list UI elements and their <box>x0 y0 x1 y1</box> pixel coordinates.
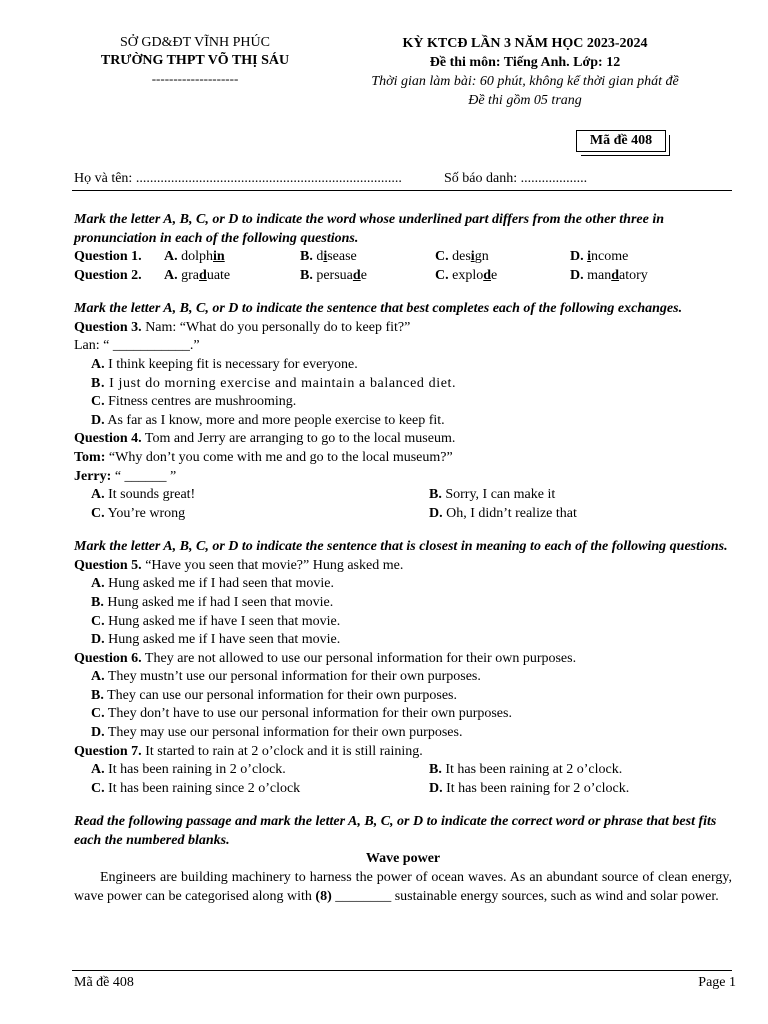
question-3 <box>74 319 732 338</box>
question-4-option-a[interactable]: A. It sounds great! <box>91 487 196 503</box>
question-5-option-c[interactable]: C. Hung asked me if have I seen that movie. <box>91 613 341 629</box>
question-3-option-c[interactable]: C. Fitness centres are mushrooming. <box>91 394 297 410</box>
question-7-options-row-2 <box>74 780 732 799</box>
question-1-label: Question 1. <box>74 249 142 265</box>
question-1 <box>74 248 732 267</box>
exam-content <box>74 211 732 906</box>
question-3-label: Question 3. <box>74 319 142 335</box>
question-5-option-b[interactable]: B. Hung asked me if had I seen that movie. <box>91 594 334 610</box>
question-4-options-row-1 <box>74 486 732 505</box>
question-2-option-c[interactable]: C. explode <box>435 268 498 284</box>
section1-instruction: Mark the letter A, B, C, or D to indicate the word whose underlined part differs from the other three in pronunciation in each of the following questions. <box>74 212 664 246</box>
question-3-lan-line: Lan: “ ___________.” <box>74 338 200 354</box>
page-footer <box>74 975 736 991</box>
question-4-option-b[interactable]: B. Sorry, I can make it <box>429 487 556 503</box>
exam-code-box: Mã đề 408 <box>576 130 666 152</box>
student-name-field[interactable]: Họ và tên: ............................................................................ <box>74 171 402 186</box>
question-4-options-row-2 <box>74 505 732 524</box>
question-3-text: Nam: “What do you personally do to keep fit?” <box>141 319 411 335</box>
question-2-label: Question 2. <box>74 268 142 284</box>
question-7-label: Question 7. <box>74 743 142 759</box>
header-right <box>345 34 705 110</box>
passage-paragraph: Engineers are building machinery to harness the power of ocean waves. As an abundant source of clean energy, wave power can be categorised along with (8) ________ sustainable energy sources, such as wind and solar power. <box>74 870 732 904</box>
blank-8-marker[interactable]: (8) <box>315 888 332 904</box>
question-7-option-d[interactable]: D. It has been raining for 2 o’clock. <box>429 781 630 797</box>
spacer <box>74 286 732 300</box>
footer-exam-code: Mã đề 408 <box>74 975 134 990</box>
exam-title: KỲ KTCĐ LẦN 3 NĂM HỌC 2023-2024 <box>402 36 648 51</box>
question-4-option-d[interactable]: D. Oh, I didn’t realize that <box>429 506 577 522</box>
question-6 <box>74 650 732 669</box>
footer-rule <box>72 970 732 971</box>
header-dash: -------------------- <box>151 71 239 86</box>
section3-instruction: Mark the letter A, B, C, or D to indicate the sentence that is closest in meaning to each of the following questions. <box>74 539 728 555</box>
question-4-text: Tom and Jerry are arranging to go to the local museum. <box>141 431 456 447</box>
question-2-option-b[interactable]: B. persuade <box>300 268 367 284</box>
question-7 <box>74 743 732 762</box>
section2-instruction: Mark the letter A, B, C, or D to indicate the sentence that best completes each of the following exchanges. <box>74 301 683 317</box>
section4-instruction: Read the following passage and mark the letter A, B, C, or D to indicate the correct word or phrase that best fits each the numbered blanks. <box>74 814 717 848</box>
exam-time: Thời gian làm bài: 60 phút, không kể thời gian phát đề <box>371 74 679 89</box>
question-5 <box>74 557 732 576</box>
question-3-option-b[interactable]: B. I just do morning exercise and maintain a balanced diet. <box>91 375 457 391</box>
page-number: Page 1 <box>698 975 736 990</box>
question-6-option-b[interactable]: B. They can use our personal information for their own purposes. <box>91 687 457 703</box>
question-1-option-b[interactable]: B. disease <box>300 249 357 265</box>
question-7-option-b[interactable]: B. It has been raining at 2 o’clock. <box>429 762 623 778</box>
question-3-option-d[interactable]: D. As far as I know, more and more people exercise to keep fit. <box>91 412 445 428</box>
school-name: TRƯỜNG THPT VÕ THỊ SÁU <box>100 53 290 68</box>
question-4-tom-line: Tom: “Why don’t you come with me and go to the local museum?” <box>74 449 453 465</box>
question-1-option-d[interactable]: D. income <box>570 249 629 265</box>
header-rule <box>72 190 732 191</box>
question-2-option-a[interactable]: A. graduate <box>164 268 231 284</box>
question-5-option-a[interactable]: A. Hung asked me if I had seen that movie. <box>91 576 335 592</box>
question-7-option-c[interactable]: C. It has been raining since 2 o’clock <box>91 781 301 797</box>
question-3-option-a[interactable]: A. I think keeping fit is necessary for everyone. <box>91 356 358 372</box>
student-info-line <box>74 171 734 187</box>
question-5-option-d[interactable]: D. Hung asked me if I have seen that movie. <box>91 632 341 648</box>
question-5-text: “Have you seen that movie?” Hung asked me. <box>141 557 404 573</box>
header-left <box>90 34 300 88</box>
exam-pages: Đề thi gồm 05 trang <box>468 93 582 108</box>
spacer <box>74 799 732 813</box>
question-4 <box>74 430 732 449</box>
question-7-option-a[interactable]: A. It has been raining in 2 o’clock. <box>91 762 286 778</box>
department-name: SỞ GD&ĐT VĨNH PHÚC <box>119 35 270 50</box>
question-5-label: Question 5. <box>74 557 142 573</box>
question-2 <box>74 267 732 286</box>
question-4-option-c[interactable]: C. You’re wrong <box>91 506 186 522</box>
question-2-option-d[interactable]: D. mandatory <box>570 268 648 284</box>
question-1-option-c[interactable]: C. design <box>435 249 489 265</box>
question-1-option-a[interactable]: A. dolphin <box>164 249 225 265</box>
question-6-option-d[interactable]: D. They may use our personal information for their own purposes. <box>91 725 463 741</box>
student-id-field[interactable]: Số báo danh: ................... <box>444 171 588 186</box>
exam-subject: Đề thi môn: Tiếng Anh. Lớp: 12 <box>429 55 621 70</box>
question-4-label: Question 4. <box>74 431 142 447</box>
question-6-option-c[interactable]: C. They don’t have to use our personal information for their own purposes. <box>91 706 512 722</box>
question-4-jerry-line: Jerry: “ ______ ” <box>74 468 177 484</box>
passage-title: Wave power <box>365 851 441 867</box>
question-6-text: They are not allowed to use our personal information for their own purposes. <box>141 650 577 666</box>
question-6-label: Question 6. <box>74 650 142 666</box>
question-6-option-a[interactable]: A. They mustn’t use our personal information for their own purposes. <box>91 669 481 685</box>
question-7-options-row-1 <box>74 761 732 780</box>
question-7-text: It started to rain at 2 o’clock and it is still raining. <box>141 743 423 759</box>
spacer <box>74 524 732 538</box>
